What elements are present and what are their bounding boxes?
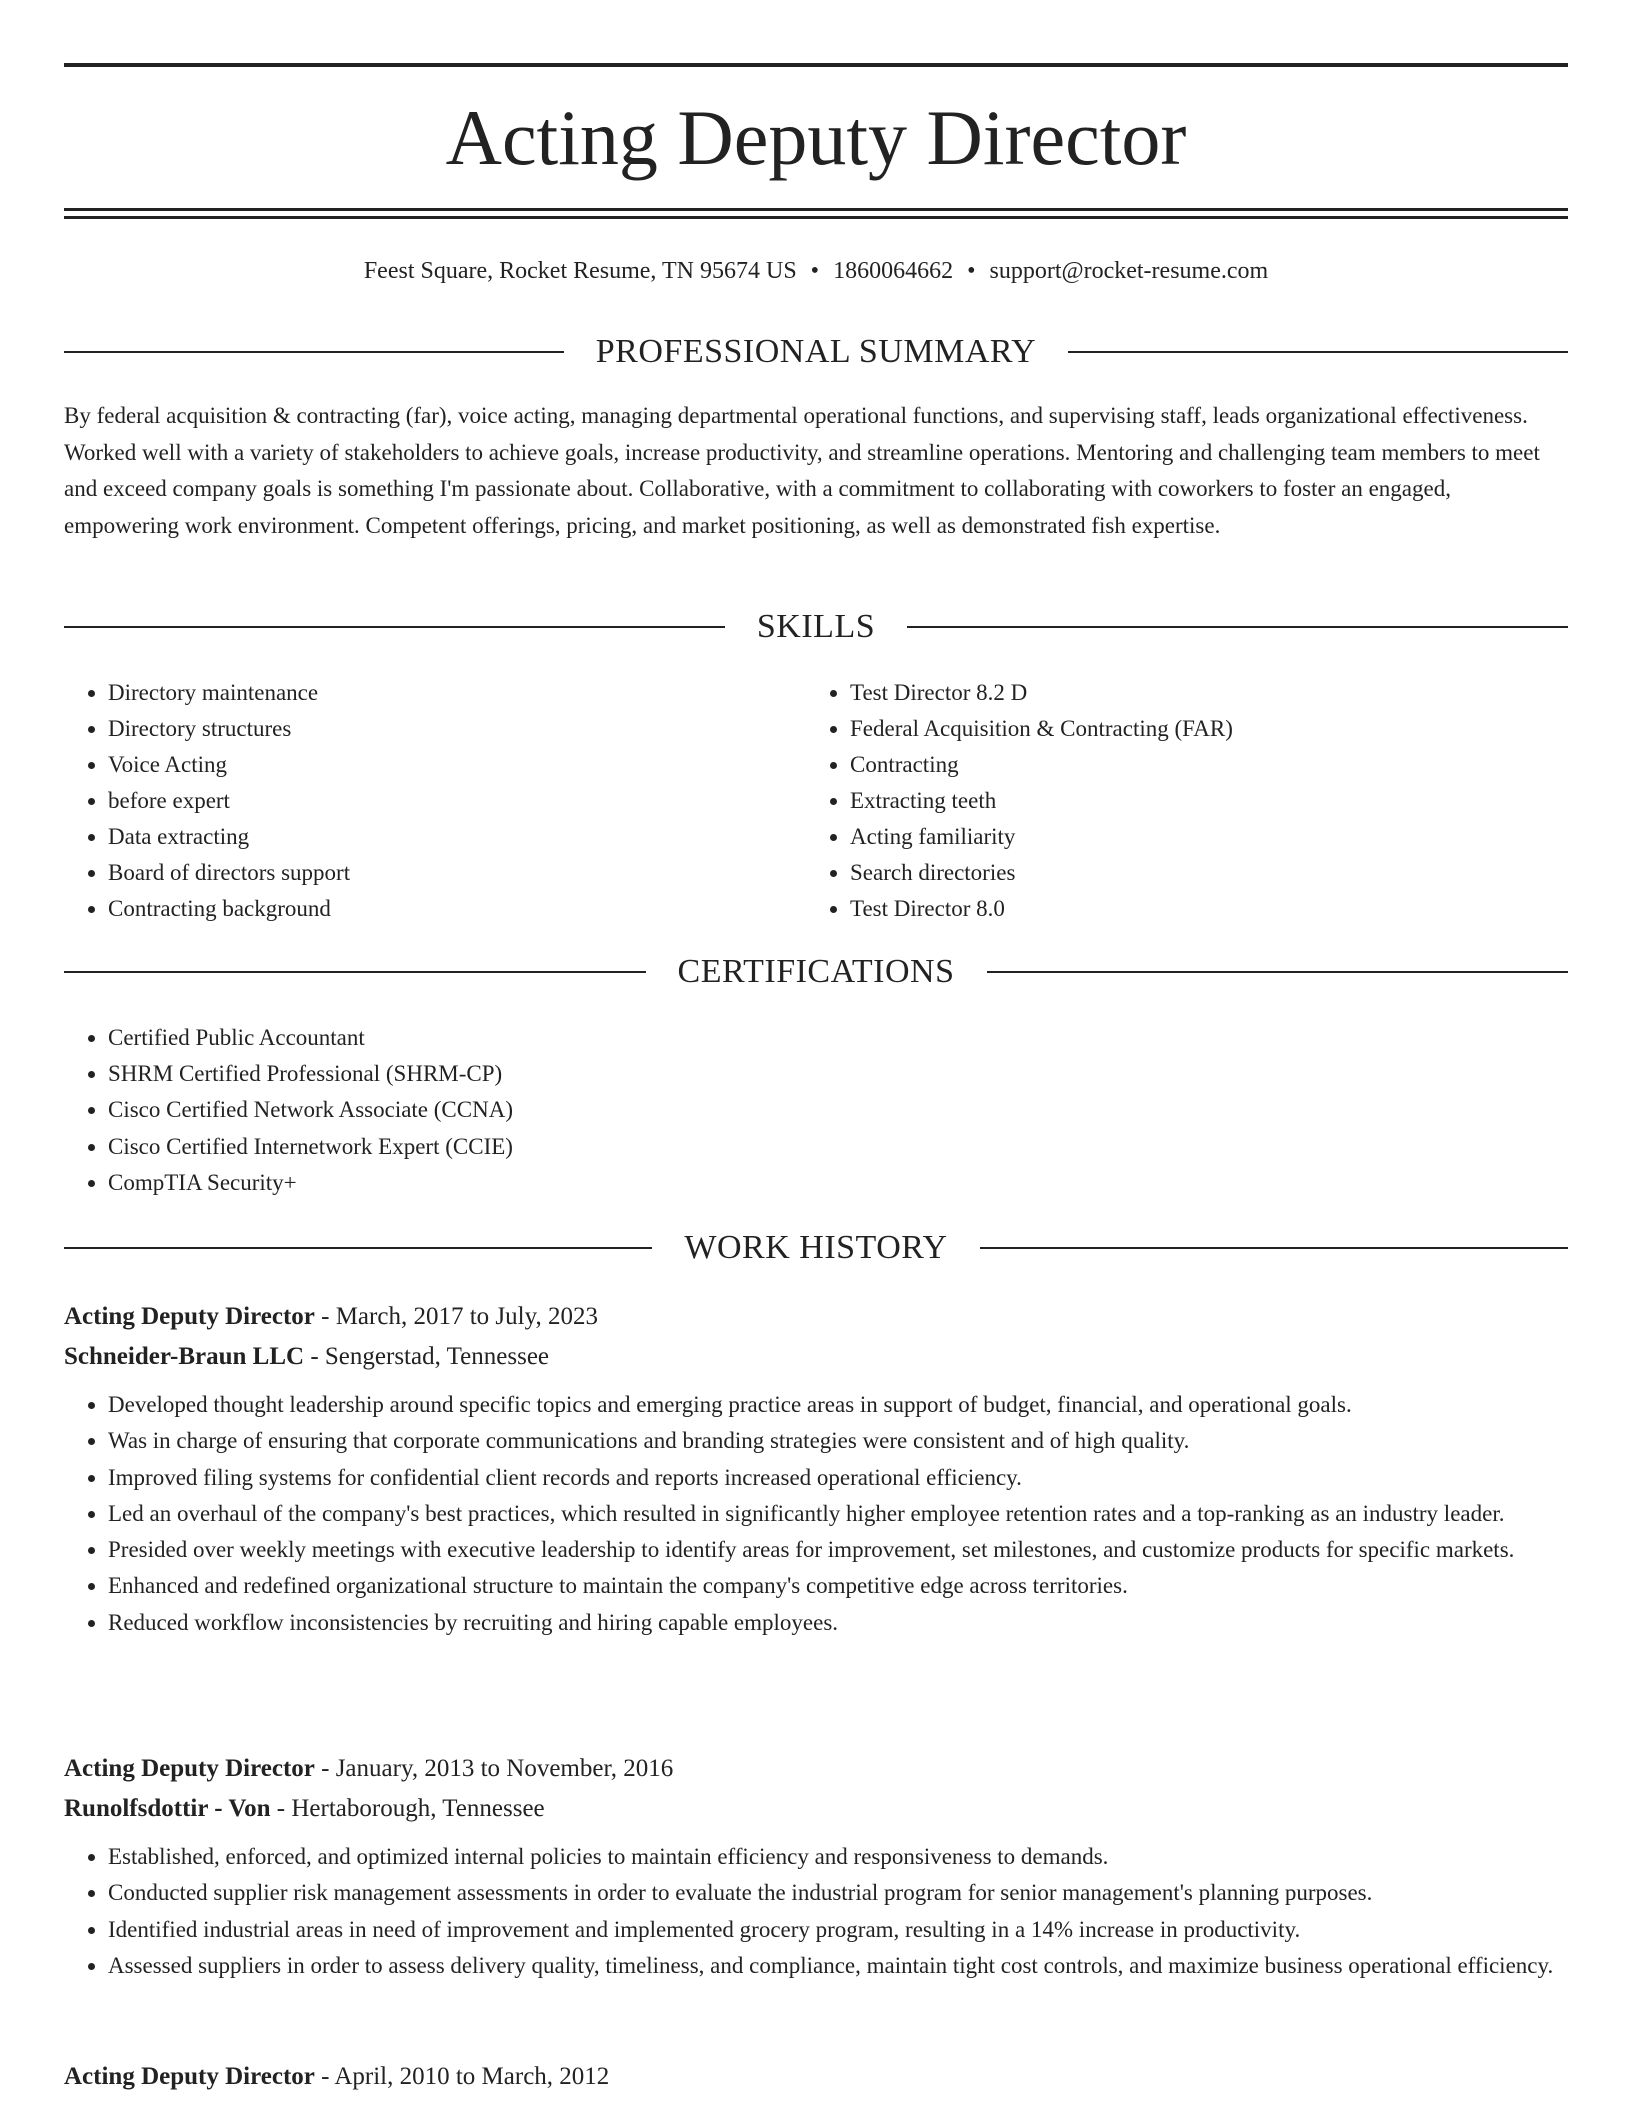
skills-list-left: [64, 675, 764, 927]
job-company: Runolfsdottir - Von: [64, 1795, 271, 1822]
skills-section-header: [64, 605, 1568, 649]
job-company-line: [64, 1337, 1568, 1377]
skills-list-right: [806, 675, 1506, 927]
skill-item: • Federal Acquisition & Contracting (FAR): [850, 711, 1506, 747]
header-double-rule-upper: [64, 208, 1568, 211]
certifications-list: [64, 1020, 1064, 1201]
contact-separator: •: [967, 258, 976, 284]
skill-item: • Extracting teeth: [850, 783, 1506, 819]
job-company-line: [64, 1789, 1568, 1829]
job-bullet: • Conducted supplier risk management assessments in order to evaluate the industrial program for senior management's planning purposes.: [108, 1875, 1568, 1911]
section-rule-left: [64, 1247, 652, 1249]
skills-column-right: [806, 675, 1506, 927]
certifications-block: [64, 1020, 1064, 1201]
work-history-heading: WORK HISTORY: [684, 1229, 948, 1266]
skills-heading: SKILLS: [756, 608, 876, 645]
skill-item: • Directory maintenance: [108, 675, 764, 711]
certification-item: • Cisco Certified Internetwork Expert (CCIE): [108, 1129, 1064, 1165]
skill-item: • Acting familiarity: [850, 819, 1506, 855]
job-bullets: [64, 1387, 1568, 1641]
job-entry: [64, 1297, 1568, 1641]
job-bullet: • Assessed suppliers in order to assess delivery quality, timeliness, and compliance, maintain tight cost controls, and maximize business operational efficiency.: [108, 1948, 1568, 1984]
job-bullet: • Identified industrial areas in need of improvement and implemented grocery program, resulting in a 14% increase in productivity.: [108, 1912, 1568, 1948]
skills-column-left: [64, 675, 764, 927]
header-double-rule-lower: [64, 216, 1568, 219]
section-rule-left: [64, 351, 564, 353]
job-dates: - April, 2010 to March, 2012: [314, 2063, 610, 2090]
job-dates: - January, 2013 to November, 2016: [314, 1755, 674, 1782]
certification-item: • Cisco Certified Network Associate (CCNA): [108, 1092, 1064, 1128]
job-location: - Sengerstad, Tennessee: [304, 1343, 550, 1370]
skill-item: • Test Director 8.2 D: [850, 675, 1506, 711]
certification-item: • CompTIA Security+: [108, 1165, 1064, 1201]
section-rule-left: [64, 971, 646, 973]
skill-item: • Voice Acting: [108, 747, 764, 783]
certification-item: • Certified Public Accountant: [108, 1020, 1064, 1056]
job-bullet: • Was in charge of ensuring that corporate communications and branding strategies were consistent and of high quality.: [108, 1423, 1568, 1459]
job-bullet: • Led an overhaul of the company's best practices, which resulted in significantly higher employee retention rates and a top-ranking as an industry leader.: [108, 1496, 1568, 1532]
contact-separator: •: [810, 258, 820, 284]
job-entry: [64, 2057, 1568, 2097]
section-rule-right: [980, 1247, 1568, 1249]
job-entry: [64, 1749, 1568, 1984]
contact-address: Feest Square, Rocket Resume, TN 95674 US: [363, 258, 797, 284]
job-title: Acting Deputy Director: [64, 1755, 315, 1782]
skill-item: • Directory structures: [108, 711, 764, 747]
skill-item: • Search directories: [850, 855, 1506, 891]
summary-text: By federal acquisition & contracting (far), voice acting, managing departmental operational functions, and supervising staff, leads organizational effectiveness. Worked well with a variety of stakeholders to achieve goals, increase productivity, and streamline operations. Mentoring and challenging team members to meet and exceed company goals is something I'm passionate about. Collaborative, with a commitment to collaborating with coworkers to foster an engaged, empowering work environment. Competent offerings, pricing, and market positioning, as well as demonstrated fish expertise.: [64, 403, 1540, 538]
section-rule-right: [907, 626, 1568, 628]
section-rule-right: [1068, 351, 1568, 353]
skill-item: • Contracting background: [108, 891, 764, 927]
job-bullet: • Enhanced and redefined organizational structure to maintain the company's competitive edge across territories.: [108, 1568, 1568, 1604]
section-rule-right: [987, 971, 1569, 973]
skill-item: • Contracting: [850, 747, 1506, 783]
summary-section-header: [64, 330, 1568, 374]
job-company: Schneider-Braun LLC: [64, 1343, 305, 1370]
job-location: - Hertaborough, Tennessee: [270, 1795, 545, 1822]
job-bullet: • Established, enforced, and optimized internal policies to maintain efficiency and responsiveness to demands.: [108, 1839, 1568, 1875]
job-bullet: • Developed thought leadership around specific topics and emerging practice areas in support of budget, financial, and operational goals.: [108, 1387, 1568, 1423]
job-title: Acting Deputy Director: [64, 2063, 315, 2090]
header-top-rule: [64, 63, 1568, 67]
contact-phone: 1860064662: [833, 258, 954, 284]
certifications-section-header: [64, 950, 1568, 994]
job-bullet: • Presided over weekly meetings with executive leadership to identify areas for improvement, set milestones, and customize products for specific markets.: [108, 1532, 1568, 1568]
job-title-line: [64, 2057, 1568, 2097]
section-rule-left: [64, 626, 725, 628]
job-title: Acting Deputy Director: [64, 1303, 315, 1330]
certifications-heading: CERTIFICATIONS: [677, 953, 955, 990]
contact-email: support@rocket-resume.com: [989, 258, 1269, 284]
job-title-line: [64, 1297, 1568, 1337]
job-title-line: [64, 1749, 1568, 1789]
job-bullet: • Reduced workflow inconsistencies by recruiting and hiring capable employees.: [108, 1605, 1568, 1641]
resume-title: Acting Deputy Director: [445, 94, 1187, 181]
contact-line: [64, 254, 1568, 288]
job-bullet: • Improved filing systems for confidential client records and reports increased operational efficiency.: [108, 1460, 1568, 1496]
skill-item: • Data extracting: [108, 819, 764, 855]
summary-heading: PROFESSIONAL SUMMARY: [595, 333, 1037, 370]
skill-item: • Test Director 8.0: [850, 891, 1506, 927]
job-dates: - March, 2017 to July, 2023: [314, 1303, 598, 1330]
job-bullets: [64, 1839, 1568, 1984]
skill-item: • Board of directors support: [108, 855, 764, 891]
work-history-section-header: [64, 1226, 1568, 1270]
certification-item: • SHRM Certified Professional (SHRM-CP): [108, 1056, 1064, 1092]
skill-item: • before expert: [108, 783, 764, 819]
